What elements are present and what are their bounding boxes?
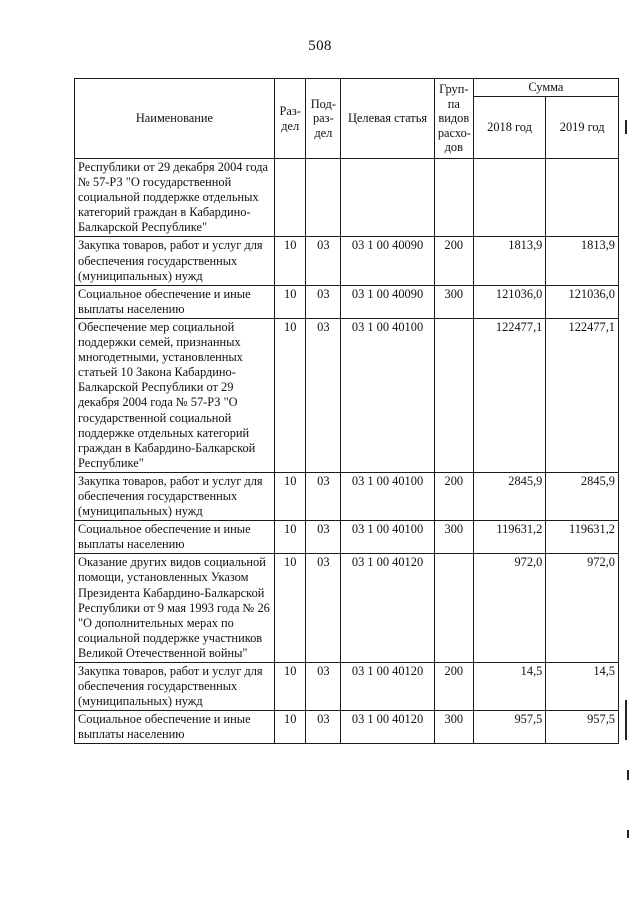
row-sum-2018: 121036,0 (473, 285, 546, 318)
row-razdel: 10 (274, 521, 306, 554)
row-sum-2018: 2845,9 (473, 472, 546, 520)
table-row (75, 285, 619, 318)
row-podrazdel: 03 (306, 521, 341, 554)
row-name: Социальное обеспечение и иные выплаты населению (75, 711, 275, 744)
row-sum-2018: 119631,2 (473, 521, 546, 554)
header-podrazdel: Под-раз-дел (306, 79, 341, 159)
row-statya: 03 1 00 40100 (341, 318, 435, 472)
header-razdel: Раз-дел (274, 79, 306, 159)
row-statya: 03 1 00 40120 (341, 711, 435, 744)
row-sum-2018: 122477,1 (473, 318, 546, 472)
row-sum-2019 (546, 159, 619, 237)
table-row (75, 159, 619, 237)
row-podrazdel: 03 (306, 237, 341, 285)
row-gruppa (434, 159, 473, 237)
row-name: Социальное обеспечение и иные выплаты населению (75, 285, 275, 318)
row-podrazdel: 03 (306, 472, 341, 520)
row-razdel: 10 (274, 472, 306, 520)
table-row (75, 472, 619, 520)
row-sum-2018: 14,5 (473, 663, 546, 711)
row-statya: 03 1 00 40100 (341, 472, 435, 520)
row-gruppa: 200 (434, 472, 473, 520)
row-sum-2019: 121036,0 (546, 285, 619, 318)
scan-edge-mark (625, 120, 627, 134)
row-razdel: 10 (274, 554, 306, 663)
row-statya: 03 1 00 40100 (341, 521, 435, 554)
row-podrazdel (306, 159, 341, 237)
row-podrazdel: 03 (306, 318, 341, 472)
table-row (75, 318, 619, 472)
row-gruppa: 200 (434, 237, 473, 285)
header-gruppa: Груп-па видов расхо-дов (434, 79, 473, 159)
table-header (75, 79, 619, 159)
row-name: Республики от 29 декабря 2004 года № 57-РЗ "О государственной социальной поддержке отдельных категорий граждан в Кабардино-Балкарской Республике" (75, 159, 275, 237)
table-row (75, 237, 619, 285)
row-razdel: 10 (274, 285, 306, 318)
row-sum-2018: 972,0 (473, 554, 546, 663)
row-sum-2019: 14,5 (546, 663, 619, 711)
budget-table (74, 78, 619, 744)
row-gruppa: 300 (434, 285, 473, 318)
row-podrazdel: 03 (306, 285, 341, 318)
row-sum-2018 (473, 159, 546, 237)
row-sum-2019: 2845,9 (546, 472, 619, 520)
row-gruppa: 300 (434, 521, 473, 554)
row-statya (341, 159, 435, 237)
row-statya: 03 1 00 40120 (341, 554, 435, 663)
row-razdel: 10 (274, 663, 306, 711)
table-row (75, 663, 619, 711)
row-gruppa: 300 (434, 711, 473, 744)
header-summa: Сумма (473, 79, 618, 97)
row-statya: 03 1 00 40090 (341, 285, 435, 318)
table-row (75, 554, 619, 663)
row-name: Закупка товаров, работ и услуг для обеспечения государственных (муниципальных) нужд (75, 472, 275, 520)
row-gruppa (434, 554, 473, 663)
row-razdel: 10 (274, 318, 306, 472)
header-year-2019: 2019 год (546, 97, 619, 159)
page-number: 508 (308, 38, 332, 54)
row-name: Закупка товаров, работ и услуг для обеспечения государственных (муниципальных) нужд (75, 237, 275, 285)
row-razdel (274, 159, 306, 237)
row-statya: 03 1 00 40120 (341, 663, 435, 711)
header-statya: Целевая статья (341, 79, 435, 159)
row-sum-2019: 122477,1 (546, 318, 619, 472)
row-razdel: 10 (274, 711, 306, 744)
row-sum-2019: 119631,2 (546, 521, 619, 554)
table-row (75, 521, 619, 554)
row-razdel: 10 (274, 237, 306, 285)
row-name: Обеспечение мер социальной поддержки семей, признанных многодетными, установленных статьей 10 Закона Кабардино-Балкарской Республики от 29 декабря 2004 года № 57-РЗ "О государственной социальной поддержке отдельных категорий граждан в Кабардино-Балкарской Республике" (75, 318, 275, 472)
row-name: Социальное обеспечение и иные выплаты населению (75, 521, 275, 554)
header-year-2018: 2018 год (473, 97, 546, 159)
row-gruppa: 200 (434, 663, 473, 711)
row-podrazdel: 03 (306, 711, 341, 744)
scan-edge-mark (627, 770, 629, 780)
row-podrazdel: 03 (306, 554, 341, 663)
row-sum-2018: 1813,9 (473, 237, 546, 285)
row-sum-2019: 1813,9 (546, 237, 619, 285)
row-podrazdel: 03 (306, 663, 341, 711)
row-name: Оказание других видов социальной помощи, установленных Указом Президента Кабардино-Балкарской Республики от 9 мая 1993 года № 26 "О дополнительных мерах по социальной поддержке участников Великой Отечественной войны" (75, 554, 275, 663)
row-gruppa (434, 318, 473, 472)
row-name: Закупка товаров, работ и услуг для обеспечения государственных (муниципальных) нужд (75, 663, 275, 711)
row-sum-2019: 972,0 (546, 554, 619, 663)
row-sum-2018: 957,5 (473, 711, 546, 744)
table-row (75, 711, 619, 744)
header-name: Наименование (75, 79, 275, 159)
scan-edge-mark (627, 830, 629, 838)
scan-edge-mark (625, 700, 627, 740)
row-statya: 03 1 00 40090 (341, 237, 435, 285)
row-sum-2019: 957,5 (546, 711, 619, 744)
